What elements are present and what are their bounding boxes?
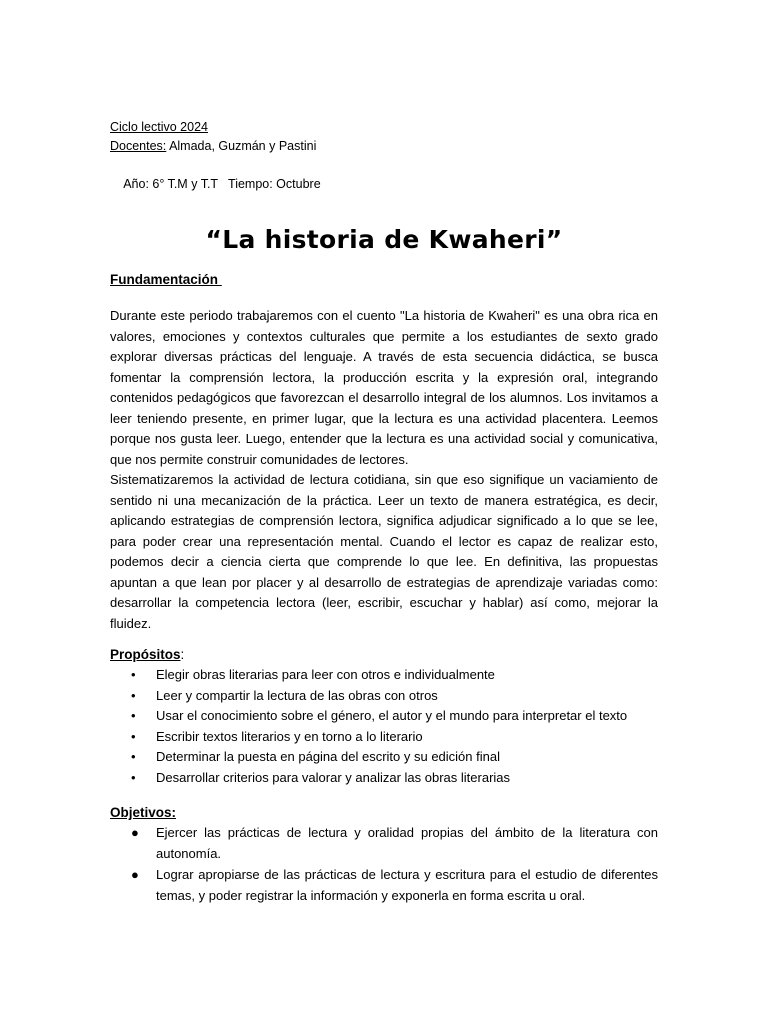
docentes-label: Docentes: [110,139,167,153]
bullet-icon: • [131,687,136,703]
list-item [110,823,658,864]
list-item-text: Ejercer las prácticas de lectura y oralidad propias del ámbito de la literatura con autonomía. [156,825,658,861]
bullet-icon: • [131,769,136,785]
propositos-heading [110,645,658,665]
fundamentacion-section [110,270,658,634]
ciclo-lectivo-text: Ciclo lectivo 2024 [110,120,208,134]
list-item-text: Leer y compartir la lectura de las obras con otros [156,687,438,703]
bullet-icon: ● [131,867,139,882]
list-item-text: Escribir textos literarios y en torno a lo literario [156,728,423,744]
list-item-text: Elegir obras literarias para leer con otros e individualmente [156,667,495,682]
document-page [110,118,658,907]
anio-tiempo-line [110,156,658,213]
list-item [110,747,658,768]
bullet-icon: ● [131,825,139,840]
fundamentacion-paragraph-2: Sistematizaremos la actividad de lectura cotidiana, sin que eso signifique un vaciamiento de sentido ni una mecanización de la práctica. Leer un texto de manera estratégica, es decir, aplicando estrategias de comprensión lectora, significa adjudicar significado a lo que se lee, para poder crear una representación mental. Cuando el lector es capaz de realizar esto, podemos decir a ciencia cierta que comprende lo que lee. En definitiva, las propuestas apuntan a que lean por placer y al desarrollo de estrategias de aprendizaje variadas como: desarrollar la competencia lectora (leer, escribir, escuchar y hablar) así como, mejorar la fluidez. [110,472,658,631]
list-item [110,665,658,686]
fundamentacion-heading-text: Fundamentación [110,272,222,287]
ciclo-lectivo [110,118,658,137]
list-item-text: Lograr apropiarse de las prácticas de lectura y escritura para el estudio de diferentes temas, y poder registrar la información y exponerla en forma escrita u oral. [156,867,658,903]
objetivos-heading-text: Objetivos: [110,805,177,820]
bullet-icon: • [131,708,136,723]
propositos-list [110,665,658,788]
bullet-icon: • [131,749,136,764]
list-item [110,686,658,707]
document-title: “La historia de Kwaheri” [205,225,563,254]
propositos-heading-text: Propósitos [110,647,181,662]
propositos-colon: : [180,647,185,662]
list-item [110,865,658,906]
docentes-line [110,137,658,156]
list-item [110,727,658,748]
list-item [110,768,658,789]
list-item-text: Usar el conocimiento sobre el género, el autor y el mundo para interpretar el texto [156,708,628,723]
objetivos-section [110,803,658,906]
fundamentacion-heading [110,270,658,290]
bullet-icon: • [131,667,136,682]
objetivos-heading [110,803,658,823]
docentes-value: Almada, Guzmán y Pastini [166,139,317,153]
list-item-text: Determinar la puesta en página del escrito y su edición final [156,749,500,764]
list-item-text: Desarrollar criterios para valorar y analizar las obras literarias [156,769,511,785]
fundamentacion-paragraph-1: Durante este periodo trabajaremos con el cuento "La historia de Kwaheri" es una obra rica en valores, emociones y contextos culturales que permite a los estudiantes de sexto grado explorar diversas prácticas del lenguaje. A través de esta secuencia didáctica, se busca fomentar la comprensión lectora, la producción escrita y la expresión oral, integrando contenidos pedagógicos que favorezcan el desarrollo integral de los alumnos. Los invitamos a leer teniendo presente, en primer lugar, que la lectura es una actividad placentera. Leemos porque nos gusta leer. Luego, entender que la lectura es una actividad social y comunicativa, que nos permite construir comunidades de lectores. [110,308,658,467]
anio-tiempo-text: Año: 6° T.M y T.T Tiempo: Octubre [123,177,321,191]
list-item [110,706,658,727]
bullet-icon: • [131,728,136,744]
propositos-section [110,645,658,788]
objetivos-list [110,823,658,906]
